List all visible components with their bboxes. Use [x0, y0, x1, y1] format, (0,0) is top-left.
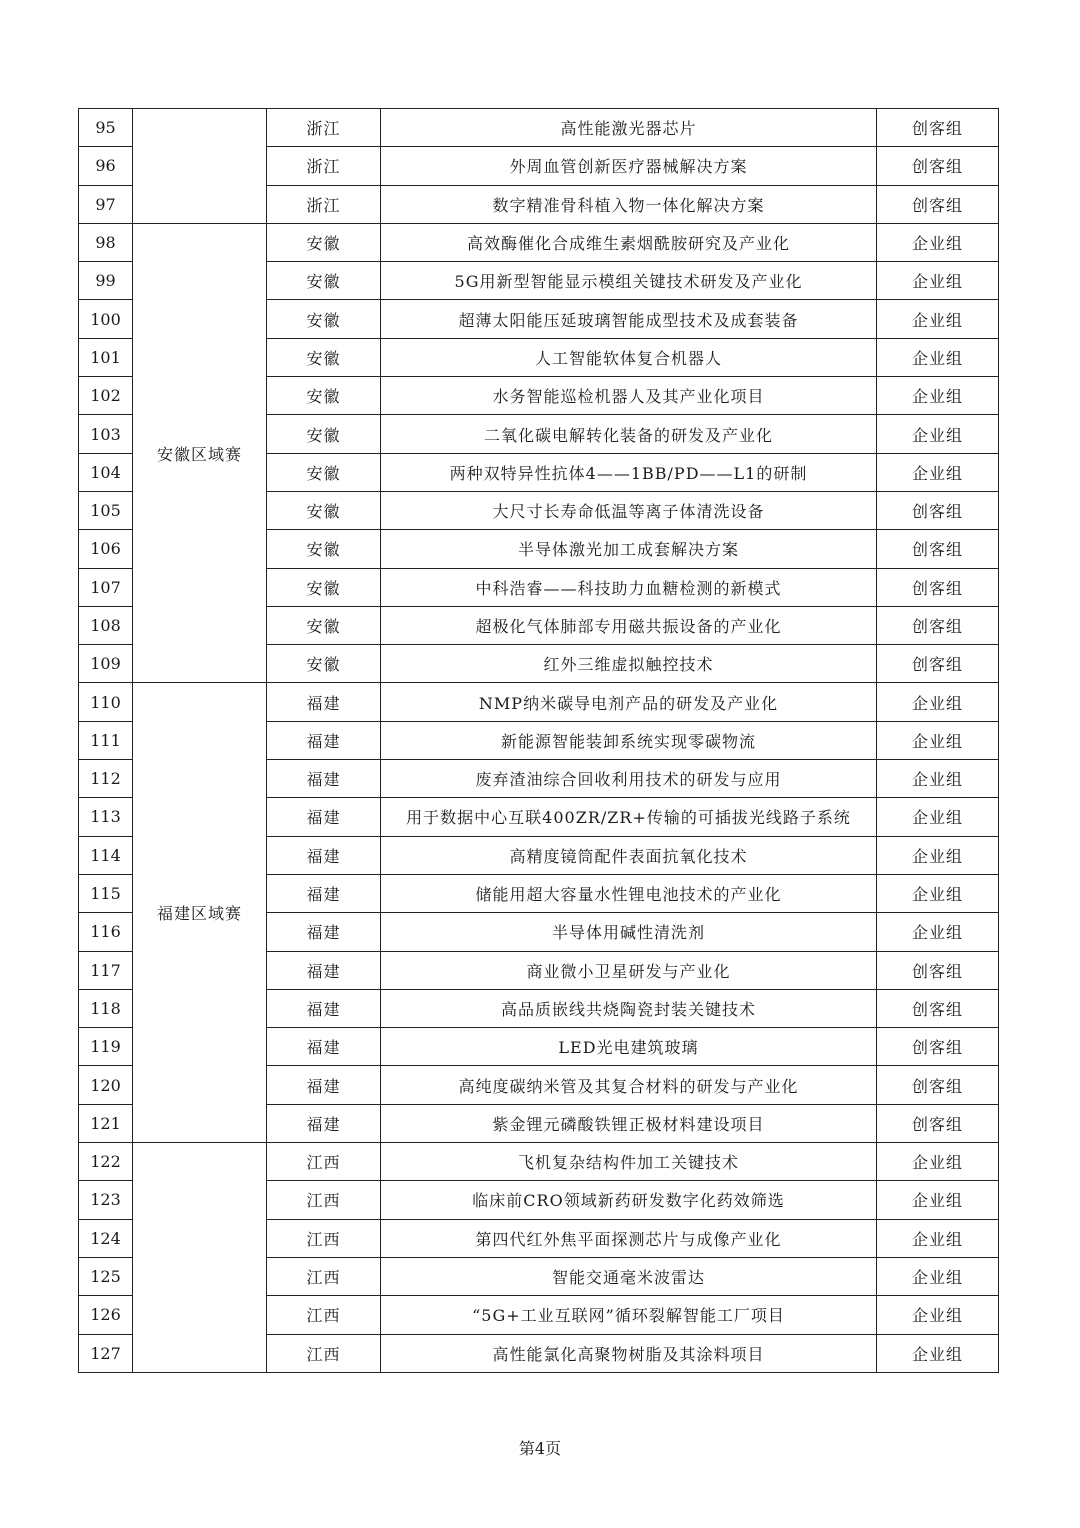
category-cell: 创客组 [877, 568, 999, 606]
province-cell: 安徽 [267, 223, 381, 261]
province-cell: 安徽 [267, 645, 381, 683]
category-cell: 企业组 [877, 1219, 999, 1257]
region-cell [133, 1143, 267, 1373]
row-number: 116 [79, 913, 133, 951]
row-number: 100 [79, 300, 133, 338]
row-number: 108 [79, 606, 133, 644]
province-cell: 江西 [267, 1181, 381, 1219]
region-cell [133, 109, 267, 224]
category-cell: 企业组 [877, 683, 999, 721]
project-name-cell: 半导体激光加工成套解决方案 [381, 530, 877, 568]
row-number: 121 [79, 1104, 133, 1142]
project-name-cell: 半导体用碱性清洗剂 [381, 913, 877, 951]
table-row [79, 223, 999, 261]
province-cell: 福建 [267, 1066, 381, 1104]
category-cell: 企业组 [877, 1296, 999, 1334]
row-number: 117 [79, 951, 133, 989]
province-cell: 福建 [267, 951, 381, 989]
project-name-cell: LED光电建筑玻璃 [381, 1028, 877, 1066]
category-cell: 企业组 [877, 760, 999, 798]
row-number: 118 [79, 989, 133, 1027]
province-cell: 安徽 [267, 530, 381, 568]
province-cell: 江西 [267, 1257, 381, 1295]
province-cell: 福建 [267, 798, 381, 836]
row-number: 98 [79, 223, 133, 261]
category-cell: 企业组 [877, 721, 999, 759]
category-cell: 企业组 [877, 1334, 999, 1372]
province-cell: 浙江 [267, 109, 381, 147]
project-name-cell: NMP纳米碳导电剂产品的研发及产业化 [381, 683, 877, 721]
province-cell: 安徽 [267, 338, 381, 376]
province-cell: 安徽 [267, 606, 381, 644]
province-cell: 安徽 [267, 262, 381, 300]
project-name-cell: 废弃渣油综合回收利用技术的研发与应用 [381, 760, 877, 798]
row-number: 114 [79, 836, 133, 874]
project-name-cell: 5G用新型智能显示模组关键技术研发及产业化 [381, 262, 877, 300]
category-cell: 创客组 [877, 1104, 999, 1142]
province-cell: 浙江 [267, 147, 381, 185]
province-cell: 安徽 [267, 491, 381, 529]
project-name-cell: 临床前CRO领域新药研发数字化药效筛选 [381, 1181, 877, 1219]
category-cell: 企业组 [877, 874, 999, 912]
project-name-cell: “5G+工业互联网”循环裂解智能工厂项目 [381, 1296, 877, 1334]
table-row [79, 109, 999, 147]
region-cell: 安徽区域赛 [133, 223, 267, 683]
row-number: 109 [79, 645, 133, 683]
category-cell: 企业组 [877, 415, 999, 453]
province-cell: 福建 [267, 989, 381, 1027]
province-cell: 江西 [267, 1296, 381, 1334]
category-cell: 创客组 [877, 147, 999, 185]
project-name-cell: 红外三维虚拟触控技术 [381, 645, 877, 683]
row-number: 97 [79, 185, 133, 223]
province-cell: 福建 [267, 683, 381, 721]
category-cell: 企业组 [877, 377, 999, 415]
province-cell: 福建 [267, 760, 381, 798]
category-cell: 创客组 [877, 989, 999, 1027]
project-name-cell: 两种双特异性抗体4——1BB/PD——L1的研制 [381, 453, 877, 491]
category-cell: 创客组 [877, 109, 999, 147]
project-name-cell: 智能交通毫米波雷达 [381, 1257, 877, 1295]
project-name-cell: 外周血管创新医疗器械解决方案 [381, 147, 877, 185]
category-cell: 企业组 [877, 1181, 999, 1219]
province-cell: 福建 [267, 1028, 381, 1066]
province-cell: 福建 [267, 836, 381, 874]
row-number: 101 [79, 338, 133, 376]
province-cell: 江西 [267, 1334, 381, 1372]
category-cell: 创客组 [877, 530, 999, 568]
row-number: 126 [79, 1296, 133, 1334]
category-cell: 企业组 [877, 913, 999, 951]
category-cell: 企业组 [877, 300, 999, 338]
project-name-cell: 储能用超大容量水性锂电池技术的产业化 [381, 874, 877, 912]
project-name-cell: 商业微小卫星研发与产业化 [381, 951, 877, 989]
page-number: 第4页 [518, 1439, 562, 1458]
project-name-cell: 超极化气体肺部专用磁共振设备的产业化 [381, 606, 877, 644]
table-body [79, 109, 999, 1373]
project-name-cell: 高效酶催化合成维生素烟酰胺研究及产业化 [381, 223, 877, 261]
project-name-cell: 第四代红外焦平面探测芯片与成像产业化 [381, 1219, 877, 1257]
row-number: 123 [79, 1181, 133, 1219]
project-name-cell: 高品质嵌线共烧陶瓷封装关键技术 [381, 989, 877, 1027]
project-name-cell: 水务智能巡检机器人及其产业化项目 [381, 377, 877, 415]
row-number: 102 [79, 377, 133, 415]
row-number: 105 [79, 491, 133, 529]
category-cell: 企业组 [877, 1143, 999, 1181]
row-number: 127 [79, 1334, 133, 1372]
province-cell: 福建 [267, 874, 381, 912]
row-number: 111 [79, 721, 133, 759]
row-number: 119 [79, 1028, 133, 1066]
project-name-cell: 高性能激光器芯片 [381, 109, 877, 147]
row-number: 104 [79, 453, 133, 491]
category-cell: 创客组 [877, 606, 999, 644]
category-cell: 创客组 [877, 491, 999, 529]
category-cell: 创客组 [877, 645, 999, 683]
category-cell: 企业组 [877, 453, 999, 491]
province-cell: 浙江 [267, 185, 381, 223]
row-number: 107 [79, 568, 133, 606]
row-number: 124 [79, 1219, 133, 1257]
province-cell: 安徽 [267, 453, 381, 491]
row-number: 115 [79, 874, 133, 912]
project-name-cell: 高精度镜筒配件表面抗氧化技术 [381, 836, 877, 874]
row-number: 95 [79, 109, 133, 147]
row-number: 106 [79, 530, 133, 568]
row-number: 120 [79, 1066, 133, 1104]
row-number: 125 [79, 1257, 133, 1295]
row-number: 103 [79, 415, 133, 453]
category-cell: 企业组 [877, 262, 999, 300]
project-name-cell: 飞机复杂结构件加工关键技术 [381, 1143, 877, 1181]
project-list-table [78, 108, 999, 1373]
project-name-cell: 新能源智能装卸系统实现零碳物流 [381, 721, 877, 759]
province-cell: 安徽 [267, 377, 381, 415]
project-name-cell: 高性能氯化高聚物树脂及其涂料项目 [381, 1334, 877, 1372]
row-number: 99 [79, 262, 133, 300]
category-cell: 企业组 [877, 836, 999, 874]
region-cell: 福建区域赛 [133, 683, 267, 1143]
project-name-cell: 用于数据中心互联400ZR/ZR+传输的可插拔光线路子系统 [381, 798, 877, 836]
province-cell: 福建 [267, 721, 381, 759]
category-cell: 创客组 [877, 951, 999, 989]
province-cell: 江西 [267, 1143, 381, 1181]
table-row [79, 683, 999, 721]
project-name-cell: 大尺寸长寿命低温等离子体清洗设备 [381, 491, 877, 529]
category-cell: 创客组 [877, 185, 999, 223]
project-name-cell: 超薄太阳能压延玻璃智能成型技术及成套装备 [381, 300, 877, 338]
province-cell: 安徽 [267, 568, 381, 606]
project-name-cell: 紫金锂元磷酸铁锂正极材料建设项目 [381, 1104, 877, 1142]
project-name-cell: 人工智能软体复合机器人 [381, 338, 877, 376]
province-cell: 福建 [267, 1104, 381, 1142]
row-number: 122 [79, 1143, 133, 1181]
province-cell: 安徽 [267, 415, 381, 453]
category-cell: 企业组 [877, 223, 999, 261]
category-cell: 企业组 [877, 338, 999, 376]
category-cell: 创客组 [877, 1066, 999, 1104]
project-name-cell: 数字精准骨科植入物一体化解决方案 [381, 185, 877, 223]
province-cell: 福建 [267, 913, 381, 951]
table-row [79, 1143, 999, 1181]
province-cell: 江西 [267, 1219, 381, 1257]
category-cell: 企业组 [877, 798, 999, 836]
category-cell: 企业组 [877, 1257, 999, 1295]
row-number: 110 [79, 683, 133, 721]
project-name-cell: 二氧化碳电解转化装备的研发及产业化 [381, 415, 877, 453]
row-number: 113 [79, 798, 133, 836]
category-cell: 创客组 [877, 1028, 999, 1066]
project-name-cell: 中科浩睿——科技助力血糖检测的新模式 [381, 568, 877, 606]
row-number: 112 [79, 760, 133, 798]
project-name-cell: 高纯度碳纳米管及其复合材料的研发与产业化 [381, 1066, 877, 1104]
row-number: 96 [79, 147, 133, 185]
province-cell: 安徽 [267, 300, 381, 338]
